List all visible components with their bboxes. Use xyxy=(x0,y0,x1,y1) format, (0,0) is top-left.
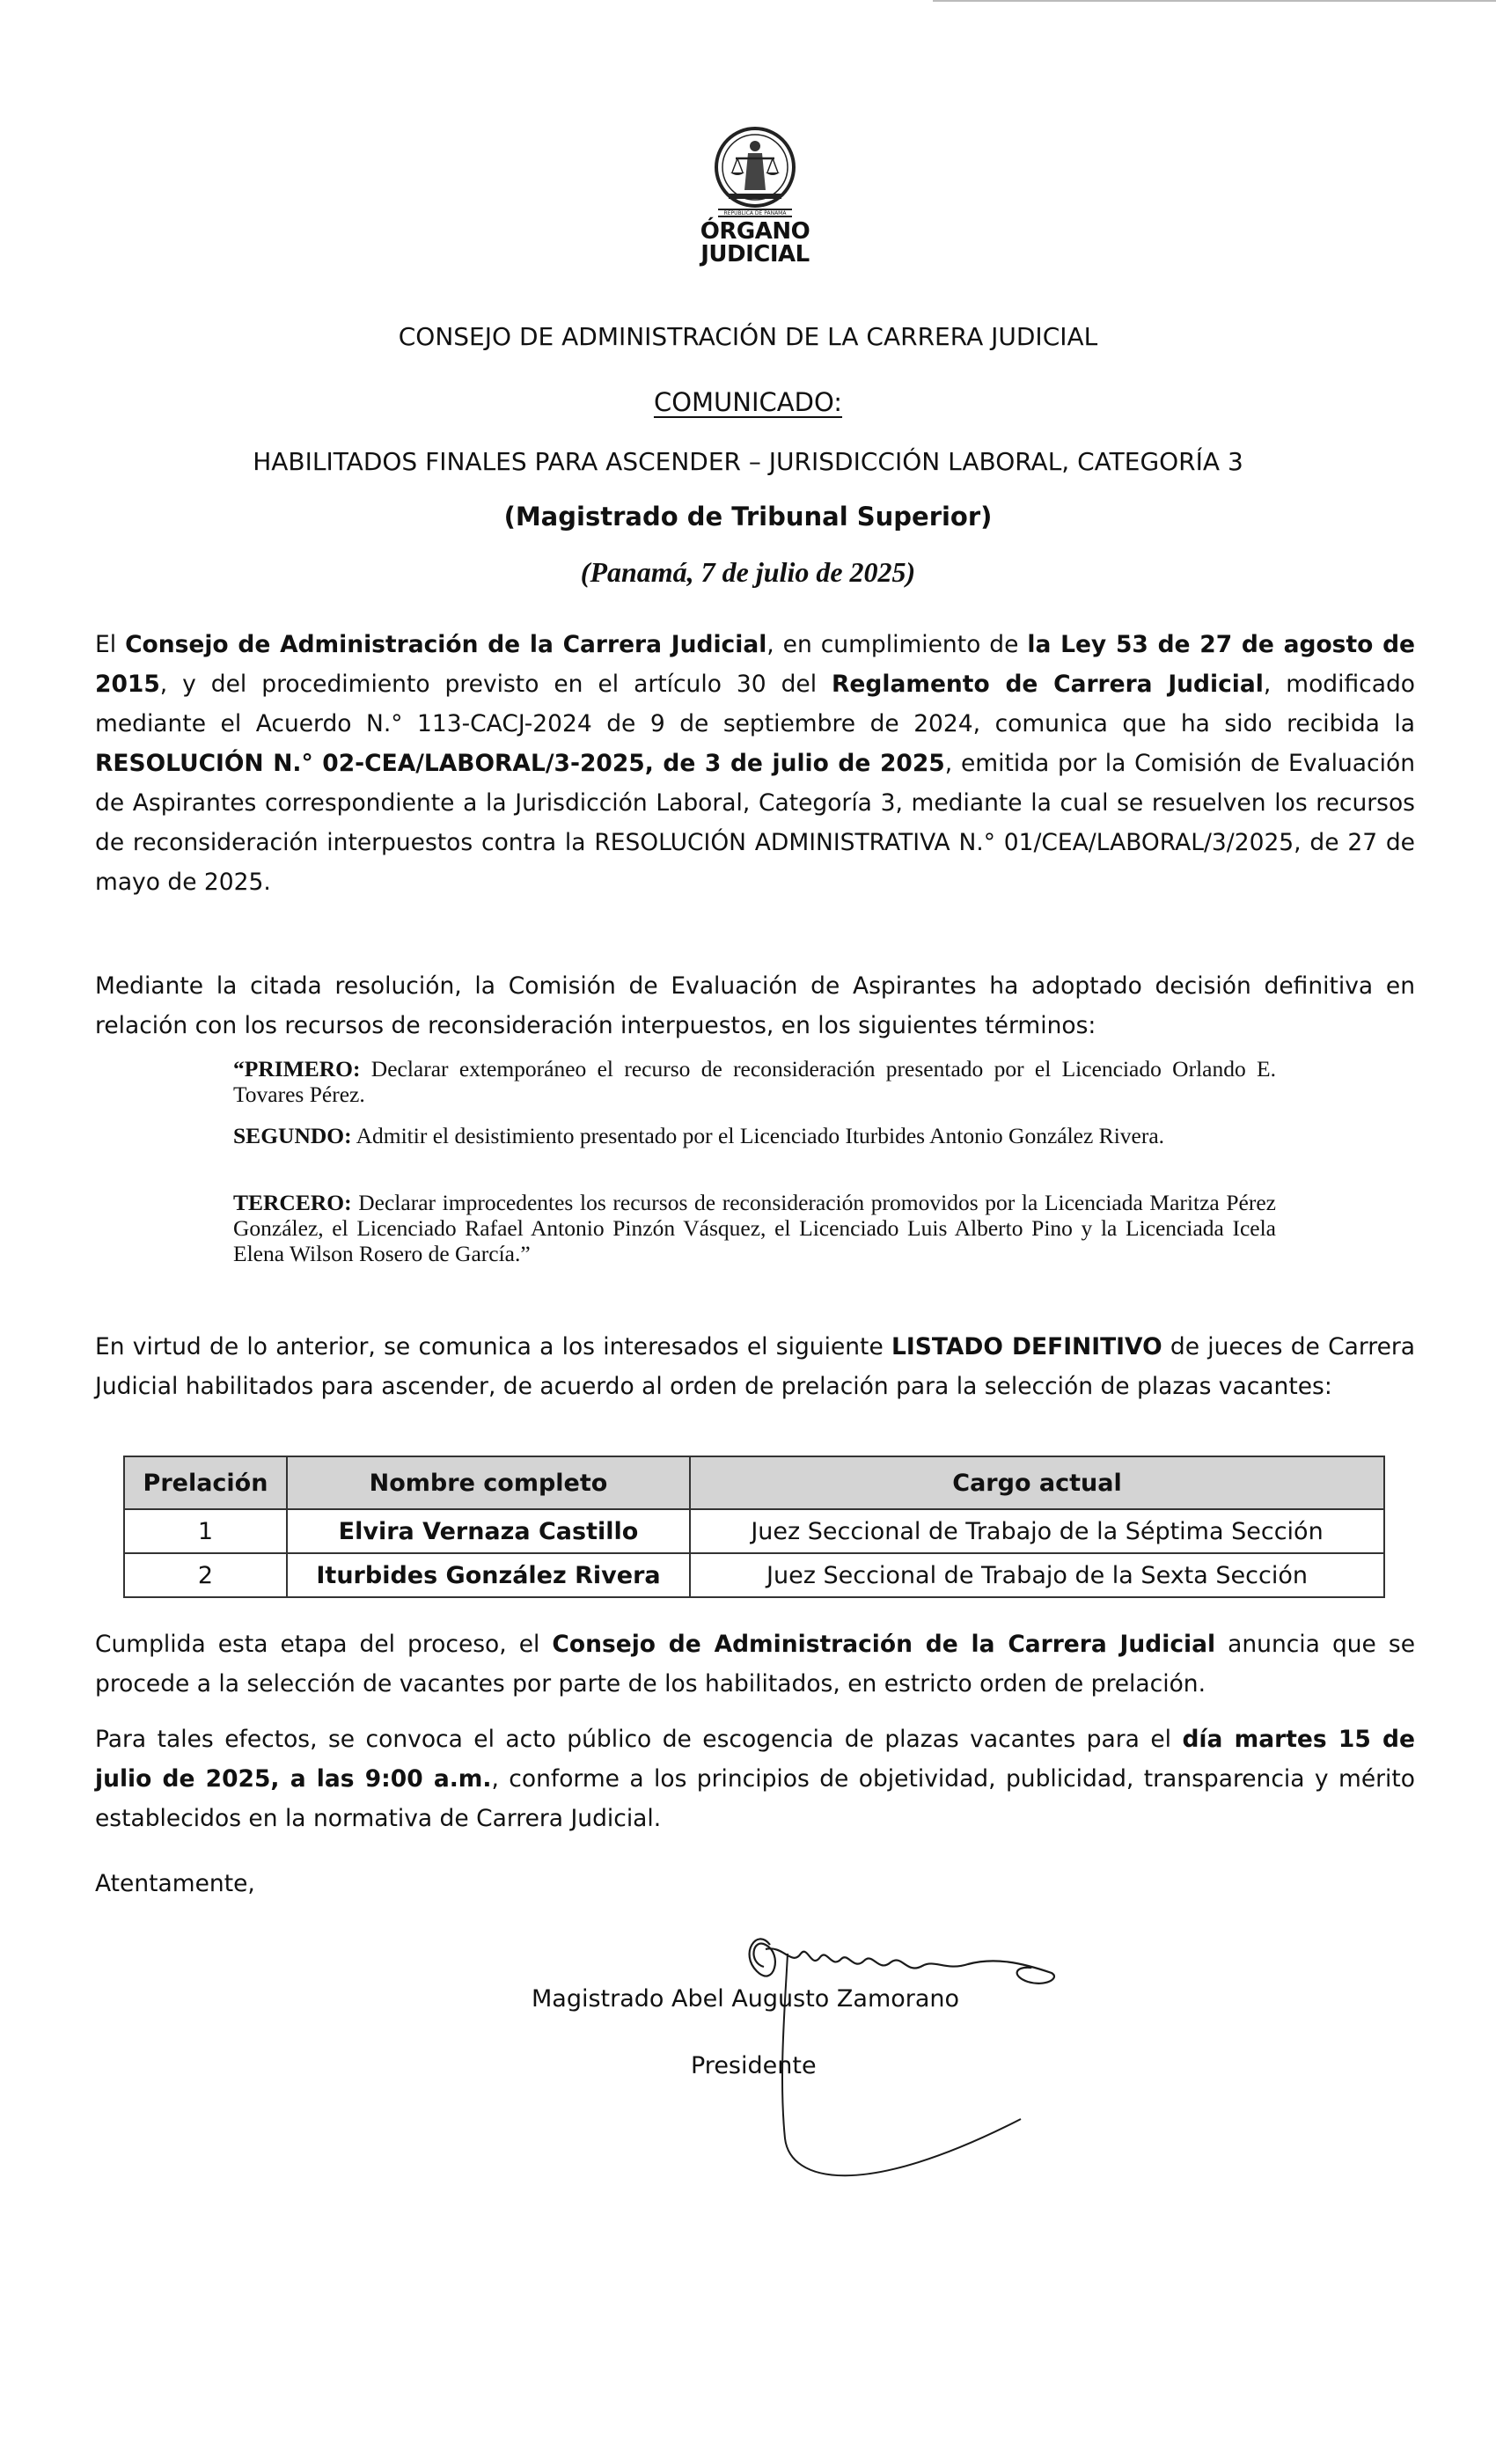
document-subtitle: (Magistrado de Tribunal Superior) xyxy=(503,502,993,532)
text-run: , en cumplimiento de xyxy=(766,631,1028,658)
text-run: Para tales efectos, se convoca el acto público de escogencia de plazas vacantes para el xyxy=(95,1726,1183,1753)
table-row xyxy=(124,1509,1384,1553)
cell-nombre: Elvira Vernaza Castillo xyxy=(287,1509,690,1553)
header-prelacion: Prelación xyxy=(124,1456,287,1509)
logo-line-organo: ÓRGANO xyxy=(700,218,810,245)
bold-run: la Ley 53 de 27 de agosto de 2015 xyxy=(95,631,1416,698)
cell-prelacion: 1 xyxy=(124,1509,287,1553)
text-run: En virtud de lo anterior, se comunica a los interesados el siguiente xyxy=(95,1333,892,1360)
quote-primero xyxy=(233,1056,1276,1107)
quote-label: TERCERO: xyxy=(233,1190,352,1215)
organo-judicial-logo xyxy=(685,123,825,277)
comunicado-heading: COMUNICADO: xyxy=(653,387,843,417)
quote-tercero xyxy=(233,1190,1276,1266)
justice-seal-icon xyxy=(702,123,808,220)
paragraph-intro xyxy=(95,625,1415,902)
text-run: , modificado mediante el Acuerdo N.° 113-CACJ-2024 de 9 de septiembre de 2024, comunica que ha sido recibida la xyxy=(95,671,1415,737)
paragraph-resolution: Mediante la citada resolución, la Comisión de Evaluación de Aspirantes ha adoptado decisión definitiva en relación con los recursos de reconsideración interpuestos, en los siguientes términos: xyxy=(95,972,1415,1039)
text-run: Cumplida esta etapa del proceso, el xyxy=(95,1631,553,1658)
cell-nombre: Iturbides González Rivera xyxy=(287,1553,690,1597)
bold-run: día martes 15 de julio de 2025, a las 9:00 a.m. xyxy=(95,1726,1415,1793)
table-header-row xyxy=(124,1456,1384,1509)
council-heading: CONSEJO DE ADMINISTRACIÓN DE LA CARRERA JUDICIAL xyxy=(398,322,1098,351)
text-run: de jueces de Carrera Judicial habilitados para ascender, de acuerdo al orden de prelación para la selección de plazas vacantes: xyxy=(95,1333,1416,1400)
cell-prelacion: 2 xyxy=(124,1553,287,1597)
quote-label: “PRIMERO: xyxy=(233,1056,361,1082)
closing-salutation: Atentamente, xyxy=(95,1870,255,1897)
quote-text: Admitir el desistimiento presentado por el Licenciado Iturbides Antonio González Rivera. xyxy=(351,1123,1165,1148)
cell-cargo: Juez Seccional de Trabajo de la Séptima Sección xyxy=(690,1509,1384,1553)
cell-cargo: Juez Seccional de Trabajo de la Sexta Sección xyxy=(690,1553,1384,1597)
signatory-title: Presidente xyxy=(691,2052,817,2079)
scan-edge-line xyxy=(933,0,1496,2)
header-nombre: Nombre completo xyxy=(287,1456,690,1509)
table-row xyxy=(124,1553,1384,1597)
header-cargo: Cargo actual xyxy=(690,1456,1384,1509)
quote-text: Declarar extemporáneo el recurso de reconsideración presentado por el Licenciado Orlando E. Tovares Pérez. xyxy=(233,1056,1276,1107)
logo-republic-text: REPÚBLICA DE PANAMÁ xyxy=(723,210,787,216)
bold-run: LISTADO DEFINITIVO xyxy=(891,1333,1162,1360)
paragraph-convocatoria xyxy=(95,1720,1415,1838)
quote-label: SEGUNDO: xyxy=(233,1123,352,1148)
bold-run: Consejo de Administración de la Carrera Judicial xyxy=(125,631,767,658)
text-run: , conforme a los principios de objetividad, publicidad, transparencia y mérito establecidos en la normativa de Carrera Judicial. xyxy=(95,1765,1415,1832)
bold-run: RESOLUCIÓN N.° 02-CEA/LABORAL/3-2025, de 3 de julio de 2025 xyxy=(95,750,945,777)
text-run: , y del procedimiento previsto en el artículo 30 del xyxy=(159,671,832,698)
bold-run: Reglamento de Carrera Judicial xyxy=(832,671,1264,698)
quote-text: Declarar improcedentes los recursos de reconsideración promovidos por la Licenciada Maritza Pérez González, el Licenciado Rafael Antonio Pinzón Vásquez, el Licenciado Luis Alberto Pino y la Licenciada Icela Elena Wilson Rosero de García.” xyxy=(233,1190,1276,1266)
logo-line-judicial: JUDICIAL xyxy=(700,241,810,268)
quote-segundo xyxy=(233,1123,1276,1148)
text-run: anuncia que se procede a la selección de vacantes por parte de los habilitados, en estricto orden de prelación. xyxy=(95,1631,1415,1698)
habilitados-table xyxy=(123,1456,1385,1598)
paragraph-listado xyxy=(95,1327,1415,1406)
text-run: El xyxy=(95,631,126,658)
document-date: (Panamá, 7 de julio de 2025) xyxy=(580,556,916,588)
text-run: , emitida por la Comisión de Evaluación de Aspirantes correspondiente a la Jurisdicción Laboral, Categoría 3, mediante la cual se resuelven los recursos de reconsideración interpuestos contra la RESOLUCIÓN ADMINISTRATIVA N.° 01/CEA/LABORAL/3/2025, de 27 de mayo de 2025. xyxy=(95,750,1415,896)
document-title: HABILITADOS FINALES PARA ASCENDER – JURISDICCIÓN LABORAL, CATEGORÍA 3 xyxy=(253,447,1243,476)
paragraph-seleccion xyxy=(95,1624,1415,1704)
signatory-name: Magistrado Abel Augusto Zamorano xyxy=(532,1985,960,2013)
bold-run: Consejo de Administración de la Carrera Judicial xyxy=(552,1631,1216,1658)
